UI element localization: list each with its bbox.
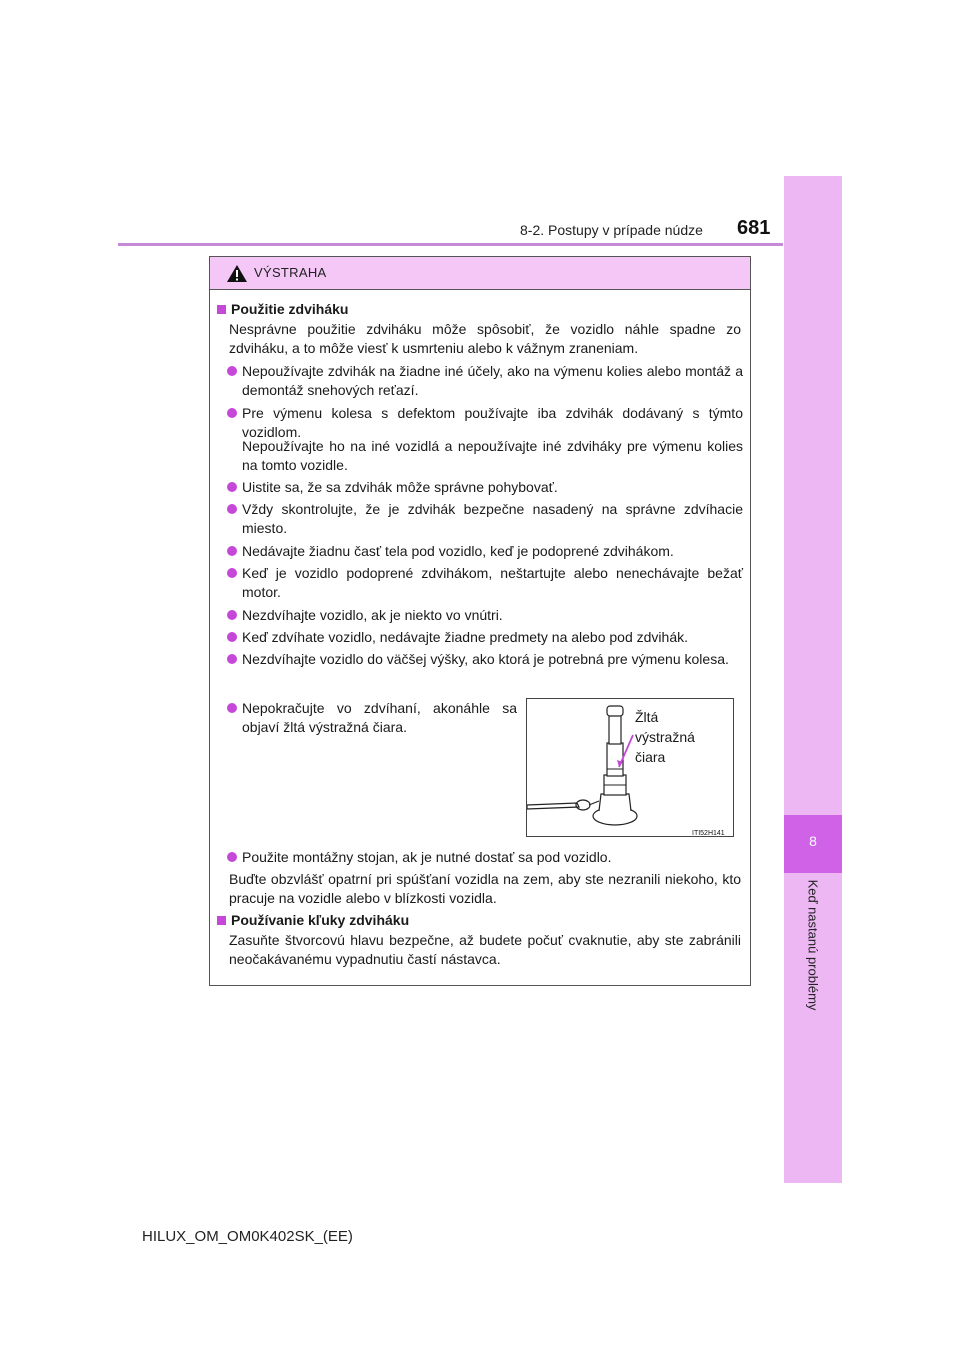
handle-paragraph: Zasuňte štvorcovú hlavu bezpečne, až budete počuť cvaknutie, aby ste zabránili neočakávanému vypadnutiu častí nástavca. xyxy=(229,932,741,967)
bullet-icon xyxy=(227,654,237,664)
warning-header xyxy=(210,257,750,290)
bullet-icon xyxy=(227,408,237,418)
square-bullet-icon xyxy=(217,305,226,314)
footer-doc-code: HILUX_OM_OM0K402SK_(EE) xyxy=(142,1228,353,1245)
bullet-continuation: Nepoužívajte ho na iné vozidlá a nepoužívajte iné zdviháky pre výmenu kolies na tomto vozidle. xyxy=(242,438,743,473)
jack-illustration xyxy=(526,698,734,837)
bullet-icon xyxy=(227,632,237,642)
chapter-number: 8 xyxy=(809,833,817,849)
heading-jack-handle: Používanie kľuky zdviháku xyxy=(217,911,409,930)
caution-paragraph: Buďte obzvlášť opatrní pri spúšťaní vozidla na zem, aby ste nezranili niekoho, kto pracuje na vozidle alebo v blízkosti vozidla. xyxy=(229,871,741,906)
bullet-icon xyxy=(227,568,237,578)
bullet-icon xyxy=(227,366,237,376)
chapter-side-tab[interactable] xyxy=(784,176,842,1183)
section-title: 8-2. Postupy v prípade núdze xyxy=(520,222,703,238)
page-number: 681 xyxy=(737,217,771,239)
square-bullet-icon xyxy=(217,916,226,925)
bullet-icon xyxy=(227,703,237,713)
jack-drawing xyxy=(527,699,733,836)
chapter-number-tab[interactable] xyxy=(784,815,842,873)
chapter-label: Keď nastanú problémy xyxy=(805,879,821,1011)
bullet-icon xyxy=(227,482,237,492)
yellow-line-label: Žltá výstražná čiara xyxy=(635,709,695,765)
warning-box: VÝSTRAHA Použitie zdviháku Nesprávne použitie zdviháku môže spôsobiť, že vozidlo náhle spadne zo zdviháku, a to môže viesť k usmrteniu alebo k vážnym zraneniam. Nepoužívajte zdvihák na žiadne iné účely, ako na výmenu kolies alebo montáž a demontáž snehových reťazí. Pre výmenu kolesa s defektom používajte iba zdvihák dodávaný s týmto vozidlom. Nepoužívajte ho na iné vozidlá a nepoužívajte iné zdviháky pre výmenu kolies na tomto vozidle. Uistite sa, že sa zdvihák môže správne pohybovať. Vždy skontrolujte, že je zdvihák bezpečne nasadený na správne zdvíhacie miesto. Nedávajte žiadnu časť tela pod vozidlo, keď je podoprené zdvihákom. Keď je vozidlo podoprené zdvihákom, neštartujte alebo nenechávajte bežať motor. Nezdvíhajte vozidlo, ak je niekto vo vnútri. Keď zdvíhate vozidlo, nedávajte žiadne predmety na alebo pod zdvihák. Nezdvíhajte vozidlo do väčšej výšky, ako ktorá je potrebná pre výmenu kolesa. Nepokračujte vo zdvíhaní, akonáhle sa objaví žltá výstražná čiara. Žltá výstražná čiara ITI52H141 Použite montážny stojan, ak je nutné dostať sa pod vozidlo. Buďte obzvlášť opatrní pri spúšťaní vozidla na zem, aby ste nezranili niekoho, kto pracuje na vozidle alebo v blízkosti vozidla. Používanie kľuky zdviháku Zasuňte štvorcovú hlavu bezpečne, až budete počuť cvaknutie, aby ste zabránili neočakávanému vypadnutiu častí nástavca. xyxy=(209,256,751,986)
warning-triangle-icon xyxy=(226,264,248,283)
heading-jack-use: Použitie zdviháku xyxy=(217,300,348,319)
bullet-icon xyxy=(227,610,237,620)
bullet-icon xyxy=(227,852,237,862)
warning-title: VÝSTRAHA xyxy=(254,265,327,280)
figure-code: ITI52H141 xyxy=(692,830,725,837)
bullet-icon xyxy=(227,504,237,514)
header-rule xyxy=(118,243,783,246)
bullet-icon xyxy=(227,546,237,556)
intro-paragraph: Nesprávne použitie zdviháku môže spôsobiť, že vozidlo náhle spadne zo zdviháku, a to môže viesť k usmrteniu alebo k vážnym zraneniam. xyxy=(229,321,741,356)
